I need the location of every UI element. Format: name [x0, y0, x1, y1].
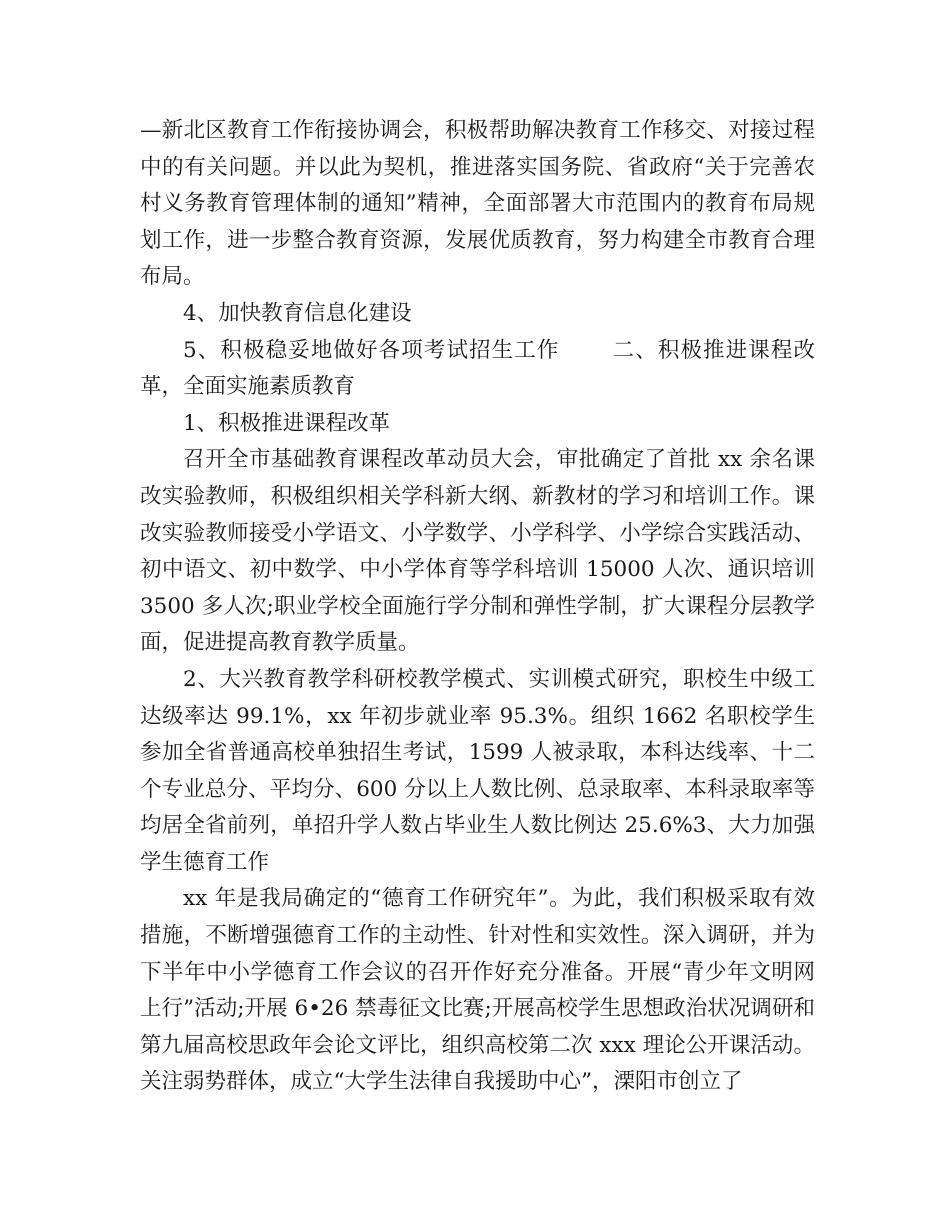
- paragraph-1: —新北区教育工作衔接协调会，积极帮助解决教育工作移交、对接过程中的有关问题。并以此为契机，推进落实国务院、省政府“关于完善农村义务教育管理体制的通知”精神，全面部署大市范围内的教育布局规划工作，进一步整合教育资源，发展优质教育，努力构建全市教育合理布局。: [140, 118, 815, 290]
- paragraph-4-heading: 1、积极推进课程改革: [183, 410, 391, 436]
- paragraph-5: 召开全市基础教育课程改革动员大会，审批确定了首批 xx 余名课改实验教师，积极组织相关学科新大纲、新教材的学习和培训工作。课改实验教师接受小学语文、小学数学、小学科学、小学综合实践活动、初中语文、初中数学、中小学体育等学科培训 15000 人次、通识培训 3500 多人次;职业学校全面施行学分制和弹性学制，扩大课程分层教学面，促进提高教育教学质量。: [140, 447, 815, 656]
- paragraph-3-heading: 5、积极稳妥地做好各项考试招生工作 二、积极推进课程改革，全面实施素质教育: [140, 337, 815, 400]
- paragraph-2-heading: 4、加快教育信息化建设: [183, 300, 412, 326]
- paragraph-7: xx 年是我局确定的“德育工作研究年”。为此，我们积极采取有效措施，不断增强德育工作的主动性、针对性和实效性。深入调研，并为下半年中小学德育工作会议的召开作好充分准备。开展“青少年文明网上行”活动;开展 6•26 禁毒征文比赛;开展高校学生思想政治状况调研和第九届高校思政年会论文评比，组织高校第二次 xxx 理论公开课活动。关注弱势群体，成立“大学生法律自我援助中心”，溧阳市创立了: [140, 886, 815, 1095]
- document-page: [140, 113, 815, 1101]
- paragraph-6: 2、大兴教育教学科研校教学模式、实训模式研究，职校生中级工达级率达 99.1%，xx 年初步就业率 95.3%。组织 1662 名职校学生参加全省普通高校单独招生考试，1599 人被录取，本科达线率、十二个专业总分、平均分、600 分以上人数比例、总录取率、本科录取率等均居全省前列，单招升学人数占毕业生人数比例达 25.6%3、大力加强学生德育工作: [140, 666, 815, 875]
